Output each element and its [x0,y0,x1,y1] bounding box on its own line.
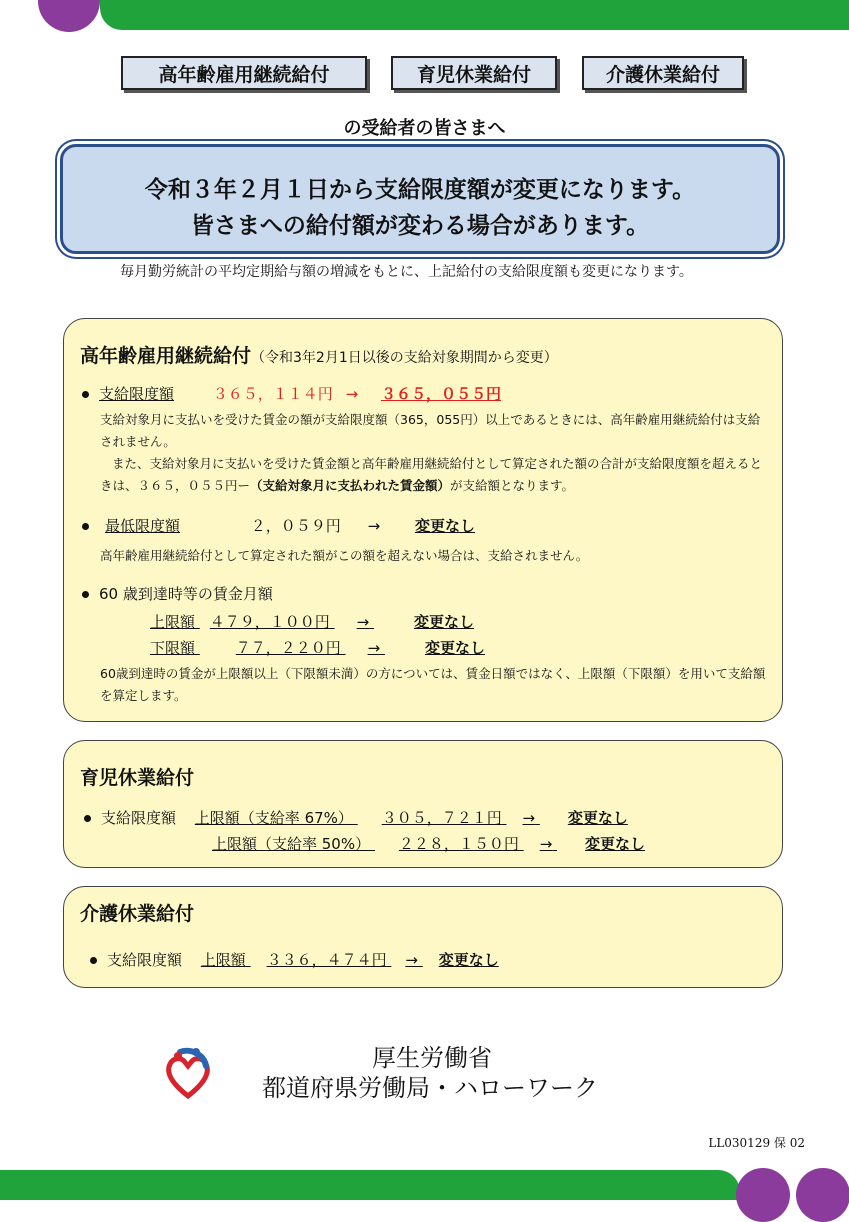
elderly-note-2b: （支給対象月に支払われた賃金額） [250,478,451,493]
arrow-icon: → [405,951,418,969]
elderly-limit-new: ３６５，０５５円 [380,385,501,403]
bullet-icon [82,523,89,530]
elderly-min-change: 変更なし [414,517,475,535]
nursing-upper-change: 変更なし [438,951,499,969]
arrow-icon: → [539,835,553,853]
arrow-icon: → [522,809,536,827]
nursing-panel [63,886,783,988]
bullet-icon [84,815,91,822]
elderly-upper-value: ４７９，１００円 [209,613,330,631]
bullet-icon [90,957,97,964]
childcare-row2-label: 上限額（支給率 50%） [212,835,371,853]
elderly-limit-note-2 [100,453,770,497]
tag-nursing: 介護休業給付 [582,56,744,90]
elderly-limit-row [82,383,501,404]
bottom-green-bar [0,1170,740,1200]
arrow-icon: → [367,639,381,657]
elderly-min-value: ２，０５９円 [250,517,341,535]
elderly-lower-change: 変更なし [424,639,485,657]
childcare-row1-change: 変更なし [567,809,628,827]
tag-elderly: 高年齢雇用継続給付 [121,56,367,90]
announcement-line-1: 令和３年２月１日から支給限度額が変更になります。 [144,177,696,203]
elderly-upper-row [150,611,474,632]
elderly-limit-note-1: 支給対象月に支払いを受けた賃金の額が支給限度額（365，055円）以上であるときには、高年齢雇用継続給付は支給されません。 [100,412,761,449]
elderly-min-note: 高年齢雇用継続給付として算定された額がこの額を超えない場合は、支給されません。 [100,548,589,563]
nursing-limit-label: 支給限度額 [107,951,183,969]
nursing-upper-group [201,951,499,969]
nursing-upper-value: ３３６，４７４円 [266,951,387,969]
intro-text: 毎月勤労統計の平均定期給与額の増減をもとに、上記給付の支給限度額も変更になります。 [120,264,693,280]
nursing-title: 介護休業給付 [80,903,195,925]
document-code: LL030129 保 02 [708,1136,805,1150]
announcement-line-2: 皆さまへの給付額が変わる場合があります。 [190,213,650,239]
announcement-box [60,144,780,254]
childcare-row-1 [84,807,628,828]
elderly-lower-value: ７７，２２０円 [235,639,341,657]
elderly-title-note: （令和3年2月1日以後の支給対象期間から変更） [251,350,558,366]
elderly-title-text: 高年齢雇用継続給付 [80,345,252,367]
arrow-icon: → [345,385,359,403]
elderly-lower-row [150,637,485,658]
top-left-circle [38,0,100,32]
elderly-wage-row [82,583,273,604]
childcare-row2-change: 変更なし [585,835,646,853]
elderly-min-row [82,515,475,536]
nursing-row [90,949,499,970]
elderly-upper-change: 変更なし [413,613,474,631]
arrow-icon: → [356,613,370,631]
elderly-upper-label: 上限額 [150,613,196,631]
childcare-row-2 [212,833,645,854]
elderly-title [80,341,558,368]
elderly-panel [63,318,783,722]
arrow-icon: → [367,517,381,535]
mhlw-logo-icon [160,1044,216,1100]
childcare-row2-value: ２２８，１５０円 [398,835,519,853]
recipients-heading: の受給者の皆さまへ [343,118,506,139]
tag-childcare: 育児休業給付 [391,56,557,90]
elderly-wage-label: 60 歳到達時等の賃金月額 [99,585,273,603]
childcare-limit-label: 支給限度額 [101,809,177,827]
bullet-icon [82,591,89,598]
bottom-right-circle-2 [796,1168,849,1222]
childcare-row1-group [195,809,628,827]
bullet-icon [82,391,89,398]
top-green-bar [100,0,849,30]
elderly-wage-note: 60歳到達時の賃金が上限額以上（下限額未満）の方については、賃金日額ではなく、上限額（下限額）を用いて支給額を算定します。 [100,666,766,703]
bottom-right-circle-1 [736,1168,790,1222]
childcare-title: 育児休業給付 [80,767,195,789]
elderly-limit-old: ３６５，１１４円 [212,385,333,403]
childcare-panel [63,740,783,868]
childcare-row1-label: 上限額（支給率 67%） [194,809,353,827]
nursing-upper-label: 上限額 [200,951,246,969]
footer-org-bureau: 都道府県労働局・ハローワーク [262,1074,598,1102]
elderly-note-2a: また、支給対象月に支払いを受けた賃金額と高年齢雇用継続給付として算定された額の合計が支給限度額を超えるときは、３６５，０５５円ー [100,456,763,493]
elderly-min-label: 最低限度額 [105,517,181,535]
elderly-limit-label: 支給限度額 [99,385,175,403]
footer-org-ministry: 厚生労働省 [372,1044,492,1072]
elderly-note-2c: が支給額となります。 [450,478,575,493]
elderly-lower-label: 下限額 [150,639,196,657]
childcare-row1-value: ３０５，７２１円 [381,809,502,827]
